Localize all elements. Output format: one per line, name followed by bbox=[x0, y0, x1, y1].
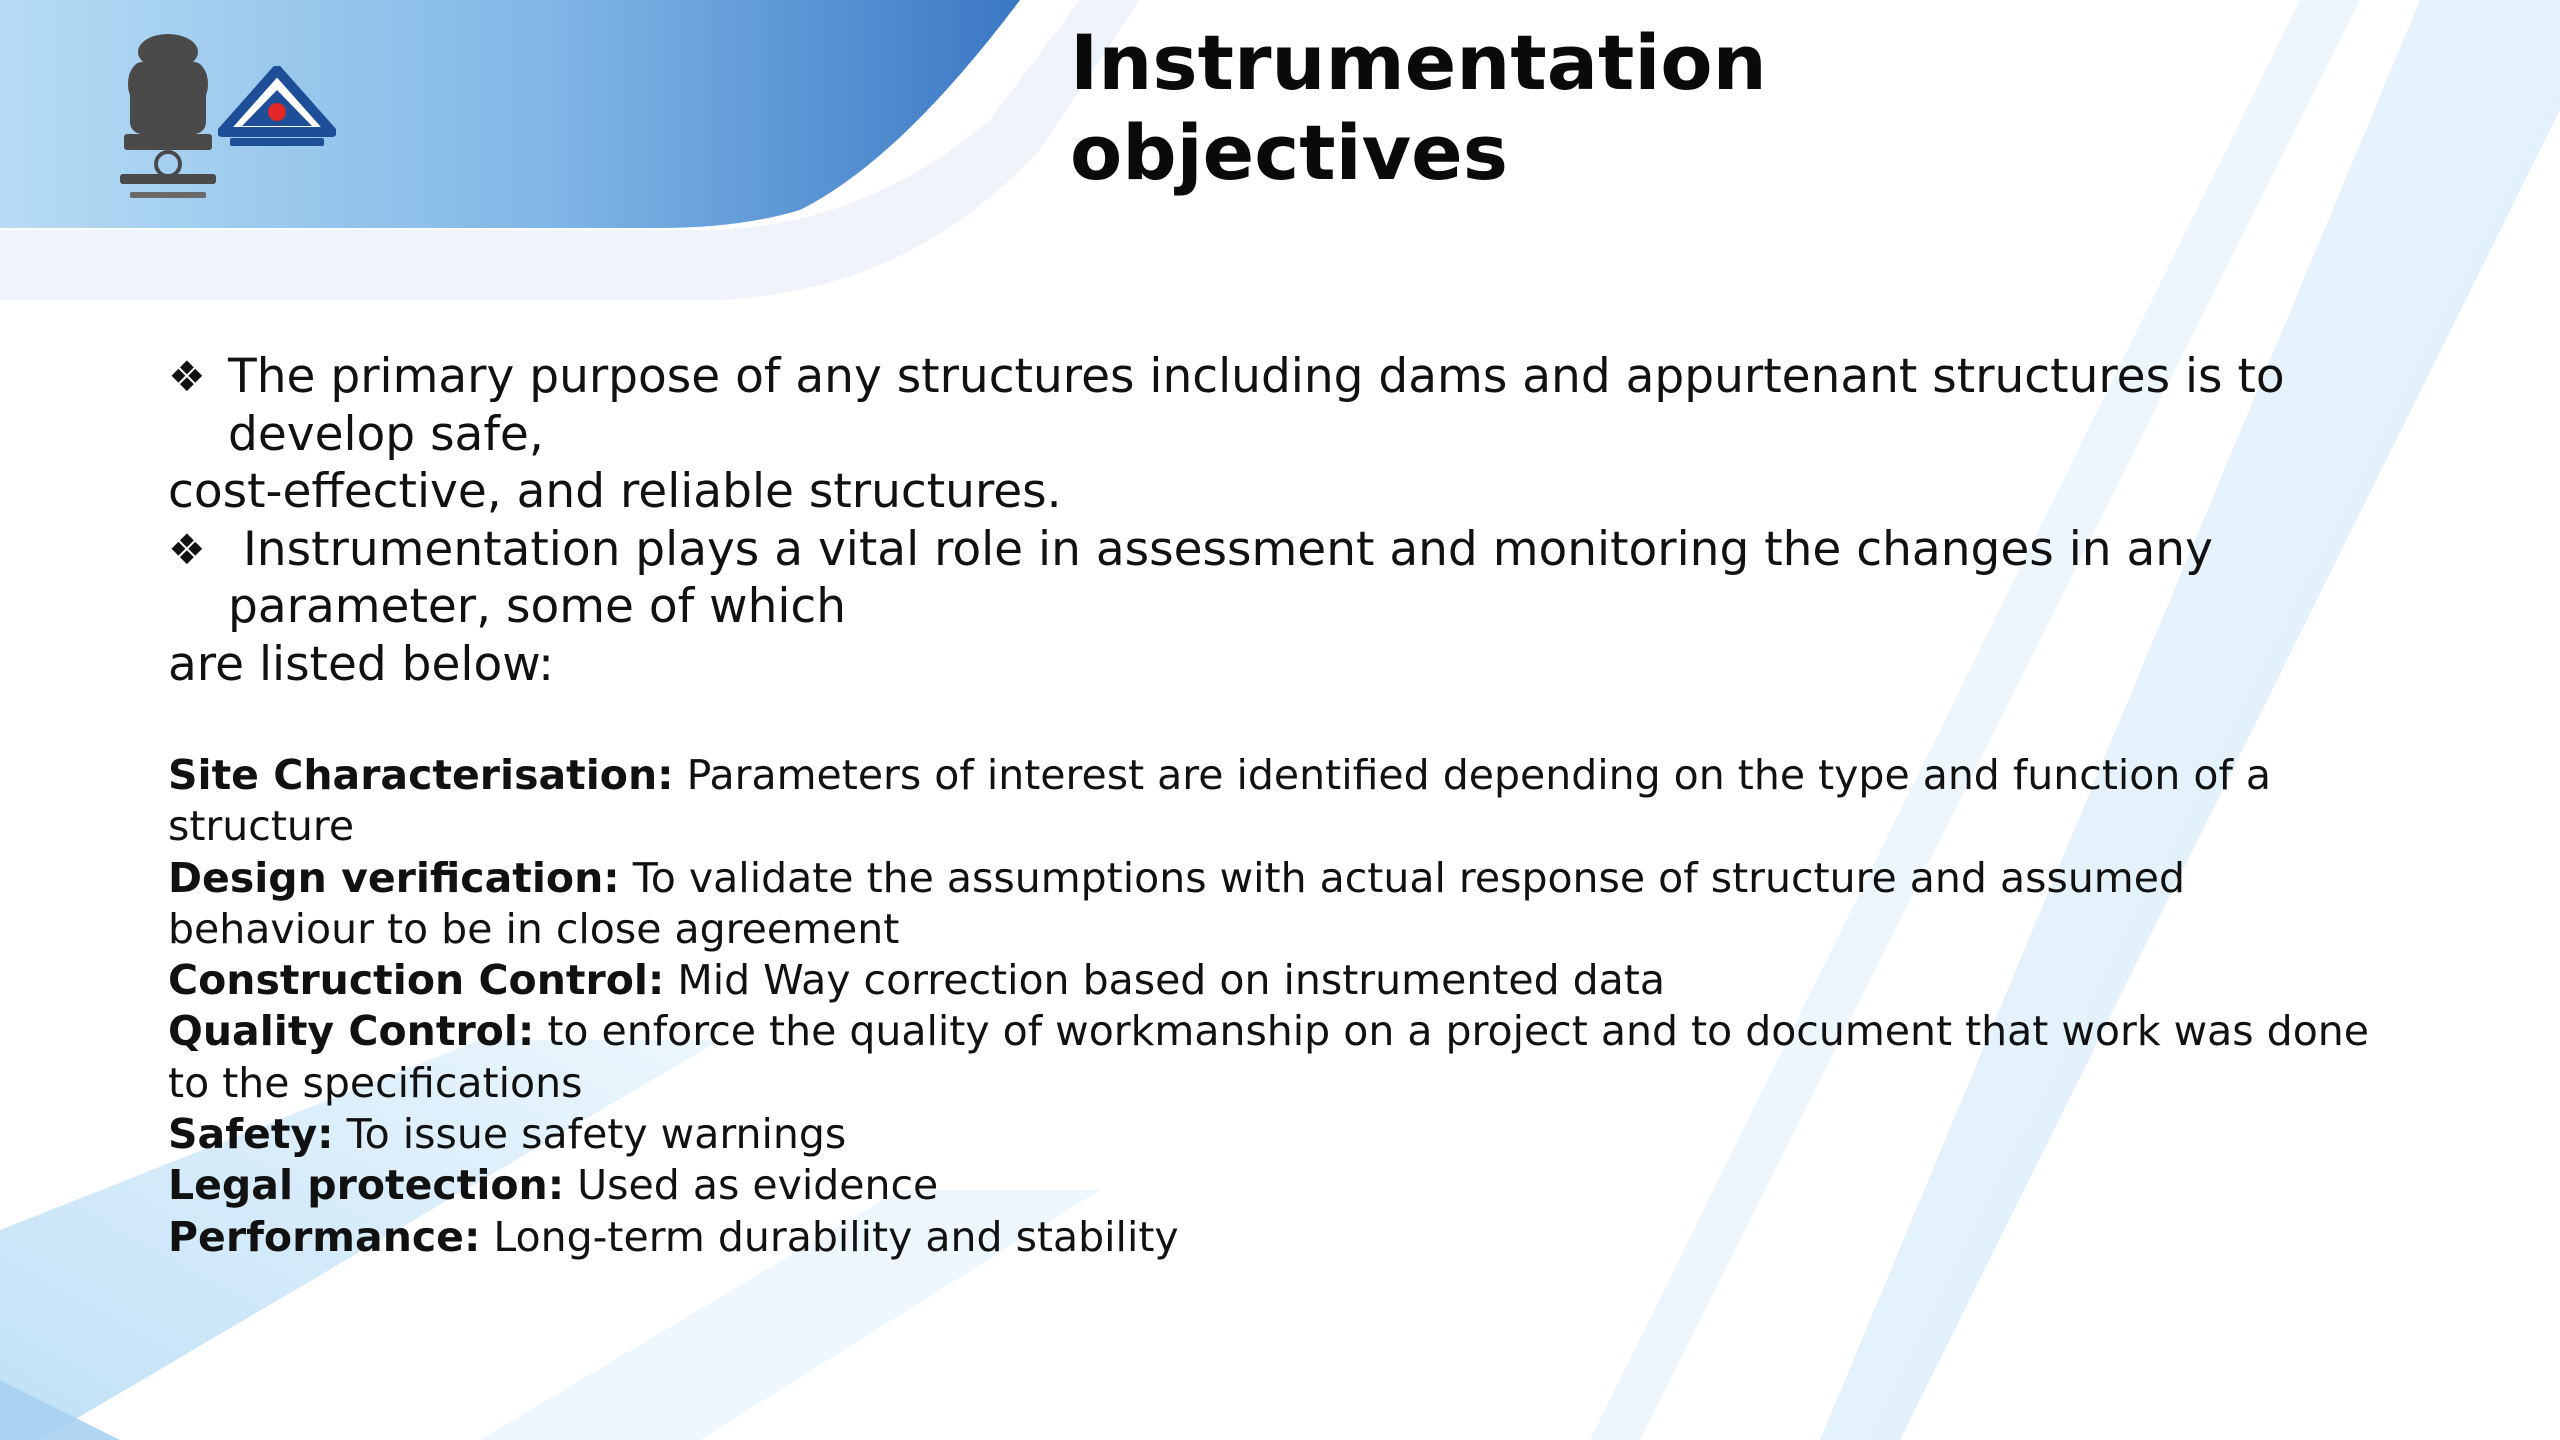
objective-item bbox=[168, 853, 2398, 956]
page-title-line1: Instrumentation bbox=[1070, 18, 1767, 107]
objective-term: Quality Control: bbox=[168, 1007, 535, 1056]
objective-term: Performance: bbox=[168, 1212, 481, 1261]
objective-item bbox=[168, 1109, 2398, 1160]
objective-item bbox=[168, 1006, 2398, 1109]
objective-item bbox=[168, 1160, 2398, 1211]
bullet-list bbox=[168, 348, 2408, 693]
state-emblem-icon bbox=[112, 24, 224, 204]
objective-desc: Mid Way correction based on instrumented data bbox=[664, 956, 1665, 1005]
objective-term: Design verification: bbox=[168, 853, 620, 902]
objectives-list bbox=[168, 750, 2398, 1263]
bullet-item bbox=[168, 348, 2408, 463]
page-title-line2: objectives bbox=[1070, 108, 1508, 197]
bullet-text-line: develop safe, bbox=[228, 406, 544, 462]
objective-desc: Long-term durability and stability bbox=[480, 1212, 1179, 1261]
objective-desc: Parameters of interest are identified depending on the type and function of a structure bbox=[168, 751, 2272, 851]
objective-item bbox=[168, 750, 2398, 853]
page-title bbox=[1070, 18, 2170, 198]
objective-desc: Used as evidence bbox=[564, 1161, 939, 1210]
bullet-text-line: The primary purpose of any structures including dams and appurtenant structures is to bbox=[228, 349, 2285, 404]
objective-desc: To issue safety warnings bbox=[333, 1110, 847, 1159]
objective-term: Site Characterisation: bbox=[168, 751, 674, 799]
objective-item bbox=[168, 1212, 2398, 1263]
objective-term: Safety: bbox=[168, 1110, 334, 1159]
objective-desc: to enforce the quality of workmanship on a project and to document that work was done to the specifications bbox=[168, 1007, 2370, 1107]
diamond-bullet-icon: ❖ bbox=[168, 352, 206, 401]
bullet-item bbox=[168, 521, 2408, 636]
objective-term: Construction Control: bbox=[168, 956, 665, 1005]
objective-item bbox=[168, 955, 2398, 1006]
objective-desc: To validate the assumptions with actual response of structure and assumed behaviour to be in close agreement bbox=[168, 853, 2185, 953]
objective-term: Legal protection: bbox=[168, 1161, 565, 1210]
bullet-text-line: Instrumentation plays a vital role in assessment and monitoring the changes in any bbox=[228, 521, 2213, 577]
bis-logo-icon bbox=[218, 66, 336, 156]
bullet-text-line: parameter, some of which bbox=[228, 579, 847, 634]
diamond-bullet-icon: ❖ bbox=[168, 524, 206, 574]
bullet-continuation: cost-effective, and reliable structures. bbox=[168, 464, 1062, 519]
bullet-continuation: are listed below: bbox=[168, 636, 554, 692]
